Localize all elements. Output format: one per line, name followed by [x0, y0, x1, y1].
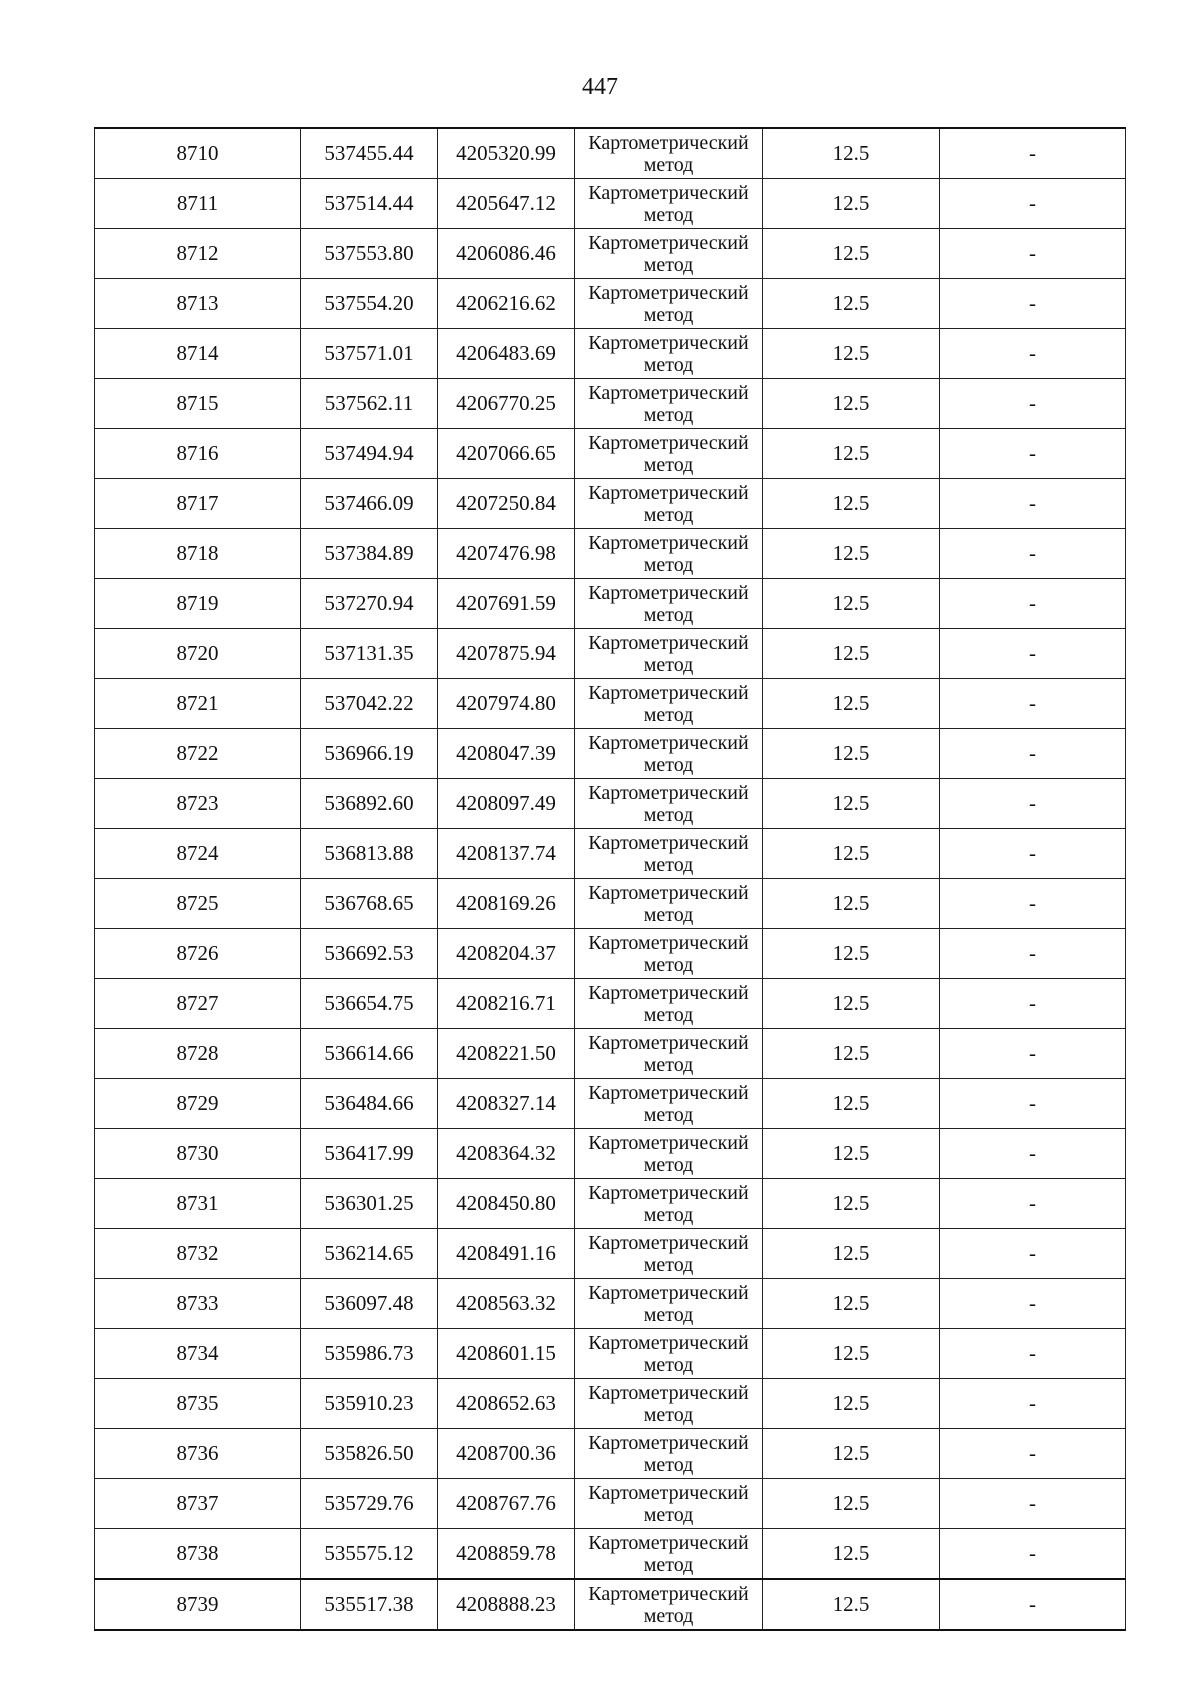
point-number-cell: 8737: [95, 1479, 301, 1529]
point-number-cell: 8732: [95, 1229, 301, 1279]
y-coordinate-cell: 4205320.99: [438, 128, 575, 179]
method-line-1: Картометрический: [588, 1231, 749, 1254]
table-row: [95, 729, 1126, 779]
table-row: [95, 629, 1126, 679]
method-line-1: Картометрический: [588, 1181, 749, 1204]
method-line-1: Картометрический: [588, 281, 749, 304]
accuracy-cell: 12.5: [763, 1379, 940, 1429]
method-line-2: метод: [643, 353, 694, 376]
x-coordinate-cell: 535729.76: [301, 1479, 438, 1529]
y-coordinate-cell: 4208700.36: [438, 1429, 575, 1479]
method-line-2: метод: [643, 1503, 694, 1526]
y-coordinate-cell: 4208652.63: [438, 1379, 575, 1429]
method-line-1: Картометрический: [588, 981, 749, 1004]
y-coordinate-cell: 4208047.39: [438, 729, 575, 779]
accuracy-cell: 12.5: [763, 979, 940, 1029]
method-line-1: Картометрический: [588, 181, 749, 204]
note-cell: -: [940, 1379, 1126, 1429]
note-cell: -: [940, 1329, 1126, 1379]
point-number-cell: 8717: [95, 479, 301, 529]
point-number-cell: 8734: [95, 1329, 301, 1379]
y-coordinate-cell: 4206086.46: [438, 229, 575, 279]
y-coordinate-cell: 4207875.94: [438, 629, 575, 679]
note-cell: -: [940, 128, 1126, 179]
x-coordinate-cell: 536484.66: [301, 1079, 438, 1129]
x-coordinate-cell: 537270.94: [301, 579, 438, 629]
method-cell: [575, 279, 763, 329]
method-cell: [575, 429, 763, 479]
note-cell: -: [940, 879, 1126, 929]
method-line-2: метод: [643, 403, 694, 426]
method-cell: [575, 329, 763, 379]
table-row: [95, 279, 1126, 329]
x-coordinate-cell: 536768.65: [301, 879, 438, 929]
accuracy-cell: 12.5: [763, 229, 940, 279]
point-number-cell: 8729: [95, 1079, 301, 1129]
method-cell: [575, 1429, 763, 1479]
accuracy-cell: 12.5: [763, 1029, 940, 1079]
note-cell: -: [940, 279, 1126, 329]
note-cell: -: [940, 529, 1126, 579]
accuracy-cell: 12.5: [763, 1079, 940, 1129]
note-cell: -: [940, 1229, 1126, 1279]
accuracy-cell: 12.5: [763, 1179, 940, 1229]
note-cell: -: [940, 479, 1126, 529]
table-row: [95, 1229, 1126, 1279]
table-row: [95, 1479, 1126, 1529]
note-cell: -: [940, 629, 1126, 679]
method-cell: [575, 379, 763, 429]
y-coordinate-cell: 4208221.50: [438, 1029, 575, 1079]
table-row: [95, 879, 1126, 929]
note-cell: -: [940, 1579, 1126, 1630]
x-coordinate-cell: 536813.88: [301, 829, 438, 879]
point-number-cell: 8730: [95, 1129, 301, 1179]
accuracy-cell: 12.5: [763, 479, 940, 529]
note-cell: -: [940, 1429, 1126, 1479]
table-row: [95, 679, 1126, 729]
method-line-1: Картометрический: [588, 581, 749, 604]
method-cell: [575, 879, 763, 929]
note-cell: -: [940, 379, 1126, 429]
note-cell: -: [940, 1079, 1126, 1129]
method-line-2: метод: [643, 1103, 694, 1126]
x-coordinate-cell: 537553.80: [301, 229, 438, 279]
table-row: [95, 479, 1126, 529]
method-line-1: Картометрический: [588, 1431, 749, 1454]
method-line-1: Картометрический: [588, 431, 749, 454]
method-cell: [575, 1079, 763, 1129]
y-coordinate-cell: 4208767.76: [438, 1479, 575, 1529]
point-number-cell: 8714: [95, 329, 301, 379]
x-coordinate-cell: 536614.66: [301, 1029, 438, 1079]
y-coordinate-cell: 4208169.26: [438, 879, 575, 929]
table-row: [95, 429, 1126, 479]
accuracy-cell: 12.5: [763, 679, 940, 729]
table-row: [95, 929, 1126, 979]
method-cell: [575, 1179, 763, 1229]
point-number-cell: 8720: [95, 629, 301, 679]
point-number-cell: 8733: [95, 1279, 301, 1329]
point-number-cell: 8728: [95, 1029, 301, 1079]
method-cell: [575, 579, 763, 629]
y-coordinate-cell: 4208097.49: [438, 779, 575, 829]
method-line-1: Картометрический: [588, 1381, 749, 1404]
accuracy-cell: 12.5: [763, 829, 940, 879]
method-line-1: Картометрический: [588, 331, 749, 354]
y-coordinate-cell: 4208601.15: [438, 1329, 575, 1379]
point-number-cell: 8736: [95, 1429, 301, 1479]
note-cell: -: [940, 229, 1126, 279]
method-line-1: Картометрический: [588, 131, 749, 154]
point-number-cell: 8721: [95, 679, 301, 729]
y-coordinate-cell: 4208216.71: [438, 979, 575, 1029]
method-line-1: Картометрический: [588, 1131, 749, 1154]
method-line-2: метод: [643, 603, 694, 626]
table-row: [95, 128, 1126, 179]
x-coordinate-cell: 536417.99: [301, 1129, 438, 1179]
method-line-2: метод: [643, 1553, 694, 1576]
method-cell: [575, 829, 763, 879]
method-line-2: метод: [643, 253, 694, 276]
x-coordinate-cell: 537455.44: [301, 128, 438, 179]
x-coordinate-cell: 537494.94: [301, 429, 438, 479]
method-cell: [575, 179, 763, 229]
method-line-1: Картометрический: [588, 1582, 749, 1605]
y-coordinate-cell: 4206216.62: [438, 279, 575, 329]
point-number-cell: 8726: [95, 929, 301, 979]
x-coordinate-cell: 535986.73: [301, 1329, 438, 1379]
x-coordinate-cell: 537514.44: [301, 179, 438, 229]
y-coordinate-cell: 4206483.69: [438, 329, 575, 379]
method-line-2: метод: [643, 153, 694, 176]
method-cell: [575, 479, 763, 529]
method-line-1: Картометрический: [588, 1081, 749, 1104]
table-row: [95, 1029, 1126, 1079]
method-line-2: метод: [643, 203, 694, 226]
method-cell: [575, 1029, 763, 1079]
accuracy-cell: 12.5: [763, 1329, 940, 1379]
y-coordinate-cell: 4207691.59: [438, 579, 575, 629]
table-row: [95, 1429, 1126, 1479]
y-coordinate-cell: 4207476.98: [438, 529, 575, 579]
y-coordinate-cell: 4208450.80: [438, 1179, 575, 1229]
note-cell: -: [940, 1029, 1126, 1079]
note-cell: -: [940, 829, 1126, 879]
accuracy-cell: 12.5: [763, 529, 940, 579]
table-row: [95, 329, 1126, 379]
point-number-cell: 8718: [95, 529, 301, 579]
method-line-1: Картометрический: [588, 781, 749, 804]
x-coordinate-cell: 537131.35: [301, 629, 438, 679]
note-cell: -: [940, 1179, 1126, 1229]
table-row: [95, 229, 1126, 279]
table-row: [95, 379, 1126, 429]
point-number-cell: 8715: [95, 379, 301, 429]
method-cell: [575, 629, 763, 679]
method-line-1: Картометрический: [588, 381, 749, 404]
method-line-1: Картометрический: [588, 531, 749, 554]
method-line-2: метод: [643, 453, 694, 476]
x-coordinate-cell: 537571.01: [301, 329, 438, 379]
note-cell: -: [940, 579, 1126, 629]
method-cell: [575, 1379, 763, 1429]
y-coordinate-cell: 4205647.12: [438, 179, 575, 229]
point-number-cell: 8719: [95, 579, 301, 629]
method-line-2: метод: [643, 503, 694, 526]
method-cell: [575, 929, 763, 979]
page-number: 447: [582, 74, 618, 100]
y-coordinate-cell: 4206770.25: [438, 379, 575, 429]
method-line-1: Картометрический: [588, 1281, 749, 1304]
note-cell: -: [940, 1279, 1126, 1329]
method-cell: [575, 1279, 763, 1329]
x-coordinate-cell: 537384.89: [301, 529, 438, 579]
accuracy-cell: 12.5: [763, 329, 940, 379]
method-line-2: метод: [643, 753, 694, 776]
x-coordinate-cell: 535826.50: [301, 1429, 438, 1479]
method-cell: [575, 128, 763, 179]
note-cell: -: [940, 179, 1126, 229]
note-cell: -: [940, 329, 1126, 379]
method-line-1: Картометрический: [588, 1481, 749, 1504]
method-line-1: Картометрический: [588, 231, 749, 254]
method-cell: [575, 979, 763, 1029]
y-coordinate-cell: 4208364.32: [438, 1129, 575, 1179]
y-coordinate-cell: 4208491.16: [438, 1229, 575, 1279]
method-line-1: Картометрический: [588, 931, 749, 954]
point-number-cell: 8724: [95, 829, 301, 879]
point-number-cell: 8710: [95, 128, 301, 179]
method-line-2: метод: [643, 1353, 694, 1376]
method-line-1: Картометрический: [588, 1531, 749, 1554]
method-line-2: метод: [643, 1303, 694, 1326]
note-cell: -: [940, 1529, 1126, 1580]
method-line-2: метод: [643, 1453, 694, 1476]
method-cell: [575, 1329, 763, 1379]
table-row: [95, 579, 1126, 629]
method-line-2: метод: [643, 1053, 694, 1076]
y-coordinate-cell: 4208204.37: [438, 929, 575, 979]
point-number-cell: 8723: [95, 779, 301, 829]
method-cell: [575, 1129, 763, 1179]
method-cell: [575, 229, 763, 279]
method-line-1: Картометрический: [588, 631, 749, 654]
method-cell: [575, 1229, 763, 1279]
method-cell: [575, 1529, 763, 1580]
table-row: [95, 529, 1126, 579]
table-row: [95, 979, 1126, 1029]
x-coordinate-cell: 535517.38: [301, 1579, 438, 1630]
x-coordinate-cell: 535910.23: [301, 1379, 438, 1429]
method-cell: [575, 729, 763, 779]
method-line-2: метод: [643, 853, 694, 876]
method-line-1: Картометрический: [588, 1331, 749, 1354]
x-coordinate-cell: 536097.48: [301, 1279, 438, 1329]
table-row: [95, 1379, 1126, 1429]
y-coordinate-cell: 4208888.23: [438, 1579, 575, 1630]
table-row: [95, 779, 1126, 829]
table-row: [95, 1529, 1126, 1580]
method-line-1: Картометрический: [588, 1031, 749, 1054]
x-coordinate-cell: 537042.22: [301, 679, 438, 729]
point-number-cell: 8716: [95, 429, 301, 479]
point-number-cell: 8722: [95, 729, 301, 779]
accuracy-cell: 12.5: [763, 629, 940, 679]
method-line-1: Картометрический: [588, 681, 749, 704]
x-coordinate-cell: 537466.09: [301, 479, 438, 529]
y-coordinate-cell: 4207066.65: [438, 429, 575, 479]
accuracy-cell: 12.5: [763, 429, 940, 479]
point-number-cell: 8713: [95, 279, 301, 329]
x-coordinate-cell: 537562.11: [301, 379, 438, 429]
method-line-2: метод: [643, 1003, 694, 1026]
accuracy-cell: 12.5: [763, 579, 940, 629]
note-cell: -: [940, 429, 1126, 479]
point-number-cell: 8725: [95, 879, 301, 929]
method-line-2: метод: [643, 553, 694, 576]
note-cell: -: [940, 679, 1126, 729]
y-coordinate-cell: 4208563.32: [438, 1279, 575, 1329]
x-coordinate-cell: 536692.53: [301, 929, 438, 979]
method-line-1: Картометрический: [588, 831, 749, 854]
method-line-2: метод: [643, 1604, 694, 1627]
note-cell: -: [940, 779, 1126, 829]
table-row: [95, 829, 1126, 879]
accuracy-cell: 12.5: [763, 1479, 940, 1529]
accuracy-cell: 12.5: [763, 1129, 940, 1179]
table-row: [95, 1129, 1126, 1179]
method-line-2: метод: [643, 953, 694, 976]
accuracy-cell: 12.5: [763, 279, 940, 329]
accuracy-cell: 12.5: [763, 729, 940, 779]
accuracy-cell: 12.5: [763, 379, 940, 429]
accuracy-cell: 12.5: [763, 1579, 940, 1630]
x-coordinate-cell: 536214.65: [301, 1229, 438, 1279]
point-number-cell: 8731: [95, 1179, 301, 1229]
y-coordinate-cell: 4208327.14: [438, 1079, 575, 1129]
method-line-1: Картометрический: [588, 481, 749, 504]
note-cell: -: [940, 929, 1126, 979]
y-coordinate-cell: 4207250.84: [438, 479, 575, 529]
x-coordinate-cell: 536654.75: [301, 979, 438, 1029]
point-number-cell: 8727: [95, 979, 301, 1029]
table-row: [95, 179, 1126, 229]
method-cell: [575, 1579, 763, 1630]
method-line-1: Картометрический: [588, 731, 749, 754]
note-cell: -: [940, 1479, 1126, 1529]
method-line-2: метод: [643, 303, 694, 326]
x-coordinate-cell: 537554.20: [301, 279, 438, 329]
x-coordinate-cell: 536892.60: [301, 779, 438, 829]
method-line-2: метод: [643, 653, 694, 676]
point-number-cell: 8712: [95, 229, 301, 279]
point-number-cell: 8711: [95, 179, 301, 229]
accuracy-cell: 12.5: [763, 1429, 940, 1479]
method-cell: [575, 1479, 763, 1529]
method-cell: [575, 679, 763, 729]
point-number-cell: 8738: [95, 1529, 301, 1580]
note-cell: -: [940, 729, 1126, 779]
method-cell: [575, 529, 763, 579]
table-row: [95, 1179, 1126, 1229]
accuracy-cell: 12.5: [763, 1229, 940, 1279]
table-row: [95, 1279, 1126, 1329]
note-cell: -: [940, 1129, 1126, 1179]
method-line-2: метод: [643, 1153, 694, 1176]
method-line-2: метод: [643, 1253, 694, 1276]
method-cell: [575, 779, 763, 829]
point-number-cell: 8735: [95, 1379, 301, 1429]
accuracy-cell: 12.5: [763, 128, 940, 179]
method-line-2: метод: [643, 903, 694, 926]
note-cell: -: [940, 979, 1126, 1029]
table-row: [95, 1329, 1126, 1379]
method-line-2: метод: [643, 1403, 694, 1426]
accuracy-cell: 12.5: [763, 179, 940, 229]
method-line-2: метод: [643, 703, 694, 726]
coordinates-table: [94, 127, 1126, 1631]
accuracy-cell: 12.5: [763, 779, 940, 829]
method-line-1: Картометрический: [588, 881, 749, 904]
x-coordinate-cell: 535575.12: [301, 1529, 438, 1580]
y-coordinate-cell: 4208859.78: [438, 1529, 575, 1580]
accuracy-cell: 12.5: [763, 1279, 940, 1329]
y-coordinate-cell: 4207974.80: [438, 679, 575, 729]
accuracy-cell: 12.5: [763, 879, 940, 929]
y-coordinate-cell: 4208137.74: [438, 829, 575, 879]
table-row: [95, 1079, 1126, 1129]
x-coordinate-cell: 536966.19: [301, 729, 438, 779]
point-number-cell: 8739: [95, 1579, 301, 1630]
x-coordinate-cell: 536301.25: [301, 1179, 438, 1229]
table-row: [95, 1579, 1126, 1630]
table-body: [95, 128, 1126, 1630]
method-line-2: метод: [643, 803, 694, 826]
accuracy-cell: 12.5: [763, 929, 940, 979]
accuracy-cell: 12.5: [763, 1529, 940, 1580]
method-line-2: метод: [643, 1203, 694, 1226]
